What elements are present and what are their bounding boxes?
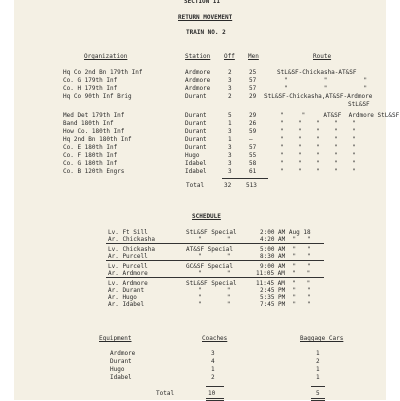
movement-row-men: 57 bbox=[249, 144, 257, 151]
movement-row-route: " " " " " bbox=[280, 144, 356, 151]
movement-row-station: Durant bbox=[185, 144, 207, 151]
movement-row-station: Durant bbox=[185, 93, 207, 100]
schedule-time: 11:45 AM " " bbox=[256, 280, 311, 287]
schedule-rail: " " bbox=[198, 253, 231, 260]
movement-row-route: " " " " " bbox=[280, 128, 356, 135]
movement-row-off: 1 bbox=[228, 136, 232, 143]
movement-row-men: 29 bbox=[249, 93, 257, 100]
schedule-divider bbox=[106, 243, 324, 244]
movement-row-station: Durant bbox=[185, 120, 207, 127]
schedule-stop: Ar. Idabel bbox=[108, 301, 145, 308]
movement-row-off: 5 bbox=[228, 112, 232, 119]
col-header-coaches: Coaches bbox=[202, 335, 228, 342]
movement-row-route: " " " " " bbox=[280, 152, 356, 159]
movement-row-org: Band 180th Inf bbox=[63, 120, 114, 127]
movement-row-off: 2 bbox=[228, 93, 232, 100]
movement-row-org: Co. G 180th Inf bbox=[63, 160, 118, 167]
schedule-title: SCHEDULE bbox=[192, 213, 221, 220]
schedule-rail: GC&SF Special bbox=[186, 263, 233, 270]
schedule-time: 5:00 AM " " bbox=[260, 246, 311, 253]
col-header-organization: Organization bbox=[84, 53, 128, 60]
schedule-time: 2:45 PM " " bbox=[260, 287, 311, 294]
schedule-time: 7:45 PM " " bbox=[260, 301, 311, 308]
equipment-place: Idabel bbox=[110, 374, 132, 381]
movement-row-route: " " " bbox=[284, 77, 368, 84]
schedule-stop: Lv. Ardmore bbox=[108, 280, 148, 287]
equipment-baggage: 1 bbox=[316, 350, 320, 357]
movement-total-men: 513 bbox=[246, 182, 257, 189]
schedule-rail: StL&SF Special bbox=[186, 280, 237, 287]
schedule-time: 8:30 AM " " bbox=[260, 253, 311, 260]
equipment-baggage: 1 bbox=[316, 366, 320, 373]
movement-row-off: 3 bbox=[228, 85, 232, 92]
equipment-place: Durant bbox=[110, 358, 132, 365]
document-title: RETURN MOVEMENT bbox=[178, 14, 233, 21]
movement-row-off: 3 bbox=[228, 128, 232, 135]
schedule-rail: " " bbox=[198, 294, 231, 301]
schedule-time: 5:35 PM " " bbox=[260, 294, 311, 301]
movement-row-men: 29 bbox=[249, 112, 257, 119]
coaches-total-rule bbox=[206, 386, 224, 387]
movement-row-org: Hq Co 2nd Bn 179th Inf bbox=[63, 69, 143, 76]
movement-row-route: " " " bbox=[284, 85, 368, 92]
equipment-baggage: 2 bbox=[316, 358, 320, 365]
movement-row-station: Hugo bbox=[185, 152, 200, 159]
equipment-coaches: 3 bbox=[211, 350, 215, 357]
movement-row-station: Ardmore bbox=[185, 77, 211, 84]
train-number: TRAIN NO. 2 bbox=[186, 29, 226, 36]
movement-row-off: 3 bbox=[228, 152, 232, 159]
movement-row-men: 25 bbox=[249, 69, 257, 76]
movement-row-route: StL&SF-Chickasha-AT&SF bbox=[277, 69, 357, 76]
movement-row-org: Co. B 120th Engrs bbox=[63, 168, 125, 175]
movement-row-men: 61 bbox=[249, 168, 257, 175]
movement-row-station: Idabel bbox=[185, 160, 207, 167]
schedule-stop: Ar. Ardmore bbox=[108, 270, 148, 277]
equipment-place: Hugo bbox=[110, 366, 125, 373]
movement-row-route: " " " " " bbox=[280, 120, 356, 127]
equipment-total-coaches: 10 bbox=[208, 390, 216, 397]
movement-row-station: Ardmore bbox=[185, 69, 211, 76]
schedule-stop: Lv. Ft Sill bbox=[108, 229, 148, 236]
movement-row-off: 2 bbox=[228, 69, 232, 76]
movement-row-org: Co. H 179th Inf bbox=[63, 85, 118, 92]
movement-row-men: 26 bbox=[249, 120, 257, 127]
movement-row-off: 3 bbox=[228, 144, 232, 151]
col-header-equipment: Equipment bbox=[99, 335, 132, 342]
schedule-rail: " " bbox=[198, 236, 231, 243]
movement-row-station: Durant bbox=[185, 128, 207, 135]
schedule-time: 2:00 AM Aug 18 bbox=[260, 229, 311, 236]
movement-row-org: Co. G 179th Inf bbox=[63, 77, 118, 84]
schedule-rail: " " bbox=[198, 270, 231, 277]
movement-total-label: Total bbox=[186, 182, 205, 189]
schedule-divider bbox=[106, 277, 324, 278]
movement-row-off: 3 bbox=[228, 160, 232, 167]
equipment-total-baggage: 5 bbox=[316, 390, 320, 397]
col-header-station: Station bbox=[185, 53, 211, 60]
movement-row-route: " " AT&SF Ardmore StL&SF bbox=[280, 112, 400, 119]
schedule-stop: Lv. Purcell bbox=[108, 263, 148, 270]
movement-row-station: Durant bbox=[185, 112, 207, 119]
baggage-total-rule bbox=[311, 386, 325, 387]
movement-row-org: Co. E 180th Inf bbox=[63, 144, 118, 151]
movement-row-men: — bbox=[249, 136, 253, 143]
col-header-baggage: Baggage Cars bbox=[300, 335, 344, 342]
movement-row-org: Hq Co 90th Inf Brig bbox=[63, 93, 132, 100]
schedule-divider bbox=[106, 260, 324, 261]
col-header-route: Route bbox=[313, 53, 332, 60]
schedule-stop: Ar. Durant bbox=[108, 287, 145, 294]
schedule-rail: " " bbox=[198, 301, 231, 308]
equipment-coaches: 1 bbox=[211, 366, 215, 373]
movement-row-route: " " " " " bbox=[280, 160, 356, 167]
schedule-time: 4:20 AM " " bbox=[260, 236, 311, 243]
movement-total-off: 32 bbox=[224, 182, 232, 189]
movement-row-off: 3 bbox=[228, 168, 232, 175]
movement-row-org: Co. F 180th Inf bbox=[63, 152, 118, 159]
movement-row-org: Med Det 179th Inf bbox=[63, 112, 125, 119]
movement-row-org: Hq 2nd Bn 180th Inf bbox=[63, 136, 132, 143]
movement-row-station: Durant bbox=[185, 136, 207, 143]
movement-row-route: " " " " " bbox=[280, 136, 356, 143]
movement-row-route: " " " " " bbox=[280, 168, 356, 175]
movement-row-men: 58 bbox=[249, 160, 257, 167]
schedule-stop: Lv. Chickasha bbox=[108, 246, 155, 253]
movement-row-route: StL&SF bbox=[348, 101, 370, 108]
movement-row-off: 3 bbox=[228, 77, 232, 84]
schedule-time: 9:00 AM " " bbox=[260, 263, 311, 270]
movement-row-station: Idabel bbox=[185, 168, 207, 175]
equipment-place: Ardmore bbox=[110, 350, 136, 357]
schedule-time: 11:05 AM " " bbox=[256, 270, 311, 277]
equipment-baggage: 1 bbox=[316, 374, 320, 381]
schedule-rail: " " bbox=[198, 287, 231, 294]
equipment-coaches: 2 bbox=[211, 374, 215, 381]
movement-row-station: Ardmore bbox=[185, 85, 211, 92]
equipment-total-label: Total bbox=[156, 390, 175, 397]
equipment-coaches: 4 bbox=[211, 358, 215, 365]
movement-row-org: How Co. 180th Inf bbox=[63, 128, 125, 135]
total-rule bbox=[222, 178, 268, 179]
schedule-stop: Ar. Purcell bbox=[108, 253, 148, 260]
movement-row-men: 57 bbox=[249, 77, 257, 84]
movement-row-route: StL&SF-Chickasha,AT&SF-Ardmore bbox=[264, 93, 373, 100]
schedule-stop: Ar. Hugo bbox=[108, 294, 137, 301]
movement-row-men: 55 bbox=[249, 152, 257, 159]
movement-row-men: 57 bbox=[249, 85, 257, 92]
col-header-off: Off bbox=[224, 53, 235, 60]
schedule-stop: Ar. Chickasha bbox=[108, 236, 155, 243]
movement-row-off: 1 bbox=[228, 120, 232, 127]
col-header-men: Men bbox=[248, 53, 259, 60]
movement-row-men: 59 bbox=[249, 128, 257, 135]
schedule-rail: StL&SF Special bbox=[186, 229, 237, 236]
section-heading: SECTION II bbox=[184, 0, 221, 5]
document-page bbox=[14, 0, 400, 400]
schedule-rail: AT&SF Special bbox=[186, 246, 233, 253]
